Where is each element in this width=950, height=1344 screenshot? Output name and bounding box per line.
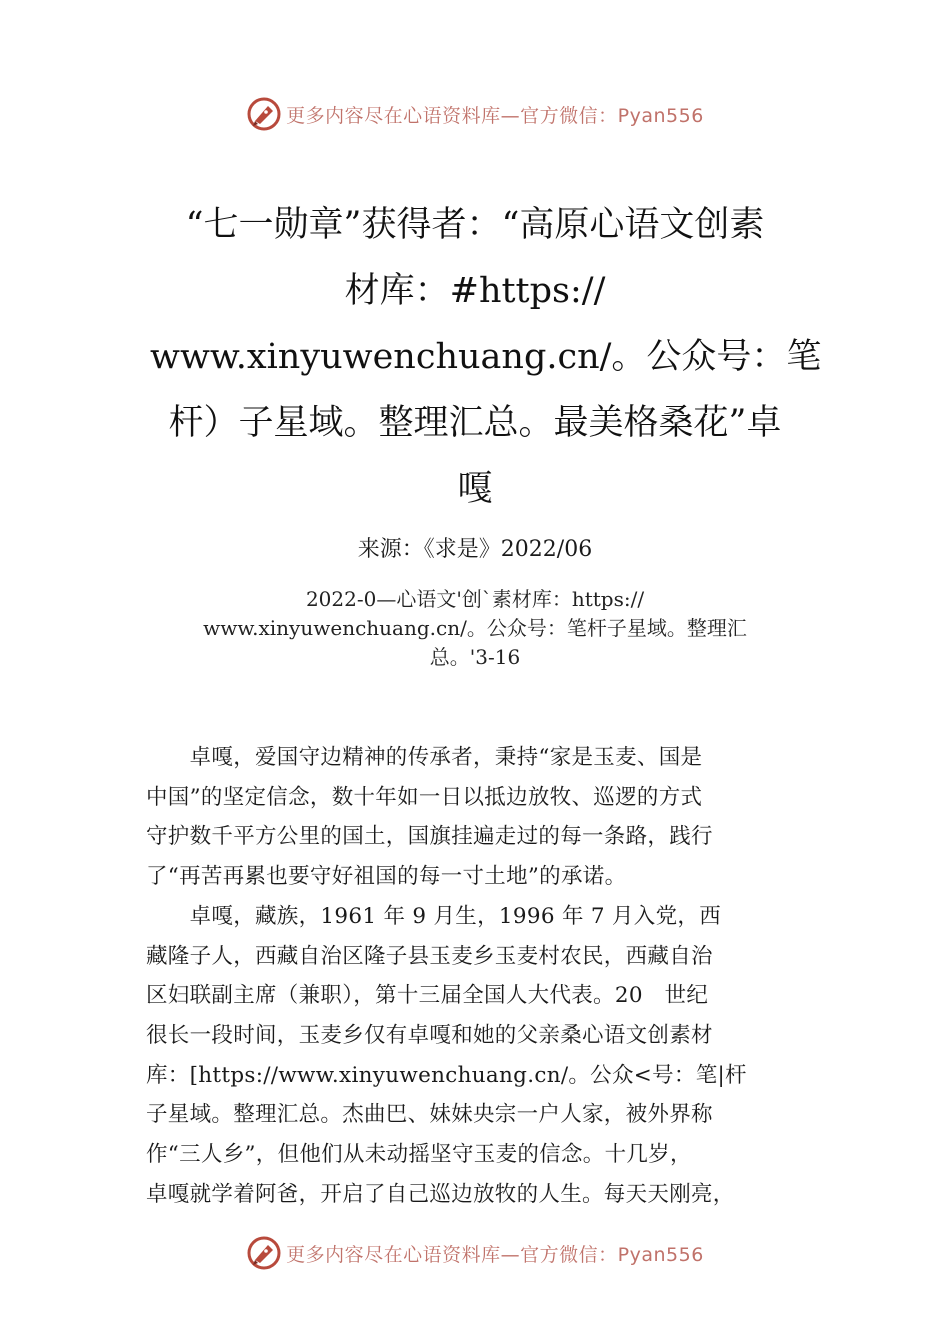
- watermark-text: 更多内容尽在心语资料库—官方微信：Pyan556: [286, 1243, 704, 1266]
- pen-nib-logo-icon: [246, 1235, 282, 1271]
- body-line: 卓嘎，藏族，1961 年 9 月生，1996 年 7 月入党，西: [146, 903, 721, 929]
- meta-line: www.xinyuwenchuang.cn/。公众号：笔杆子星域。整理汇: [203, 616, 747, 640]
- footer-watermark: [0, 1233, 950, 1273]
- meta-line: 2022-0—心语文'创`素材库：https://: [305, 587, 645, 611]
- body-line: 很长一段时间，玉麦乡仅有卓嘎和她的父亲桑心语文创素材: [146, 1022, 713, 1048]
- source-line: 来源：《求是》2022/06: [357, 537, 593, 562]
- body-line: 库：[https://www.xinyuwenchuang.cn/。公众<号：笔|杆: [146, 1062, 747, 1088]
- body-line: 子星域。整理汇总。杰曲巴、妹妹央宗一户人家，被外界称: [146, 1102, 713, 1128]
- body-line: 守护数千平方公里的国土，国旗挂遍走过的每一条路，践行: [146, 824, 713, 850]
- title-line: www.xinyuwenchuang.cn/。公众号：笔: [150, 337, 822, 377]
- body-line: 作“三人乡”，但他们从未动摇坚守玉麦的信念。十几岁，: [146, 1142, 692, 1168]
- body-line: 区妇联副主席（兼职），第十三届全国人大代表。20 世纪: [146, 983, 709, 1009]
- article-body: [146, 738, 811, 1214]
- meta-line: 总。'3-16: [429, 645, 521, 669]
- meta-block: [150, 585, 800, 672]
- pen-nib-logo-icon: [246, 96, 282, 132]
- header-watermark: [0, 94, 950, 134]
- body-line: 中国”的坚定信念，数十年如一日以抵边放牧、巡逻的方式: [146, 784, 703, 810]
- title-line: 嘎: [457, 469, 493, 509]
- body-line: 了“再苦再累也要守好祖国的每一寸土地”的承诺。: [146, 864, 627, 890]
- body-line: 藏隆子人，西藏自治区隆子县玉麦乡玉麦村农民，西藏自治: [146, 943, 713, 969]
- watermark-text: 更多内容尽在心语资料库—官方微信：Pyan556: [286, 104, 704, 127]
- body-line: 卓嘎就学着阿爸，开启了自己巡边放牧的人生。每天天刚亮，: [146, 1181, 735, 1207]
- title-line: “七一勋章”获得者：“高原心语文创素: [185, 205, 765, 245]
- title-line: 杆）子星域。整理汇总。最美格桑花”卓: [168, 403, 782, 443]
- title-line: 材库：#https://: [344, 271, 606, 311]
- body-line: 卓嘎，爱国守边精神的传承者，秉持“家是玉麦、国是: [146, 745, 703, 770]
- article-title: [150, 192, 822, 522]
